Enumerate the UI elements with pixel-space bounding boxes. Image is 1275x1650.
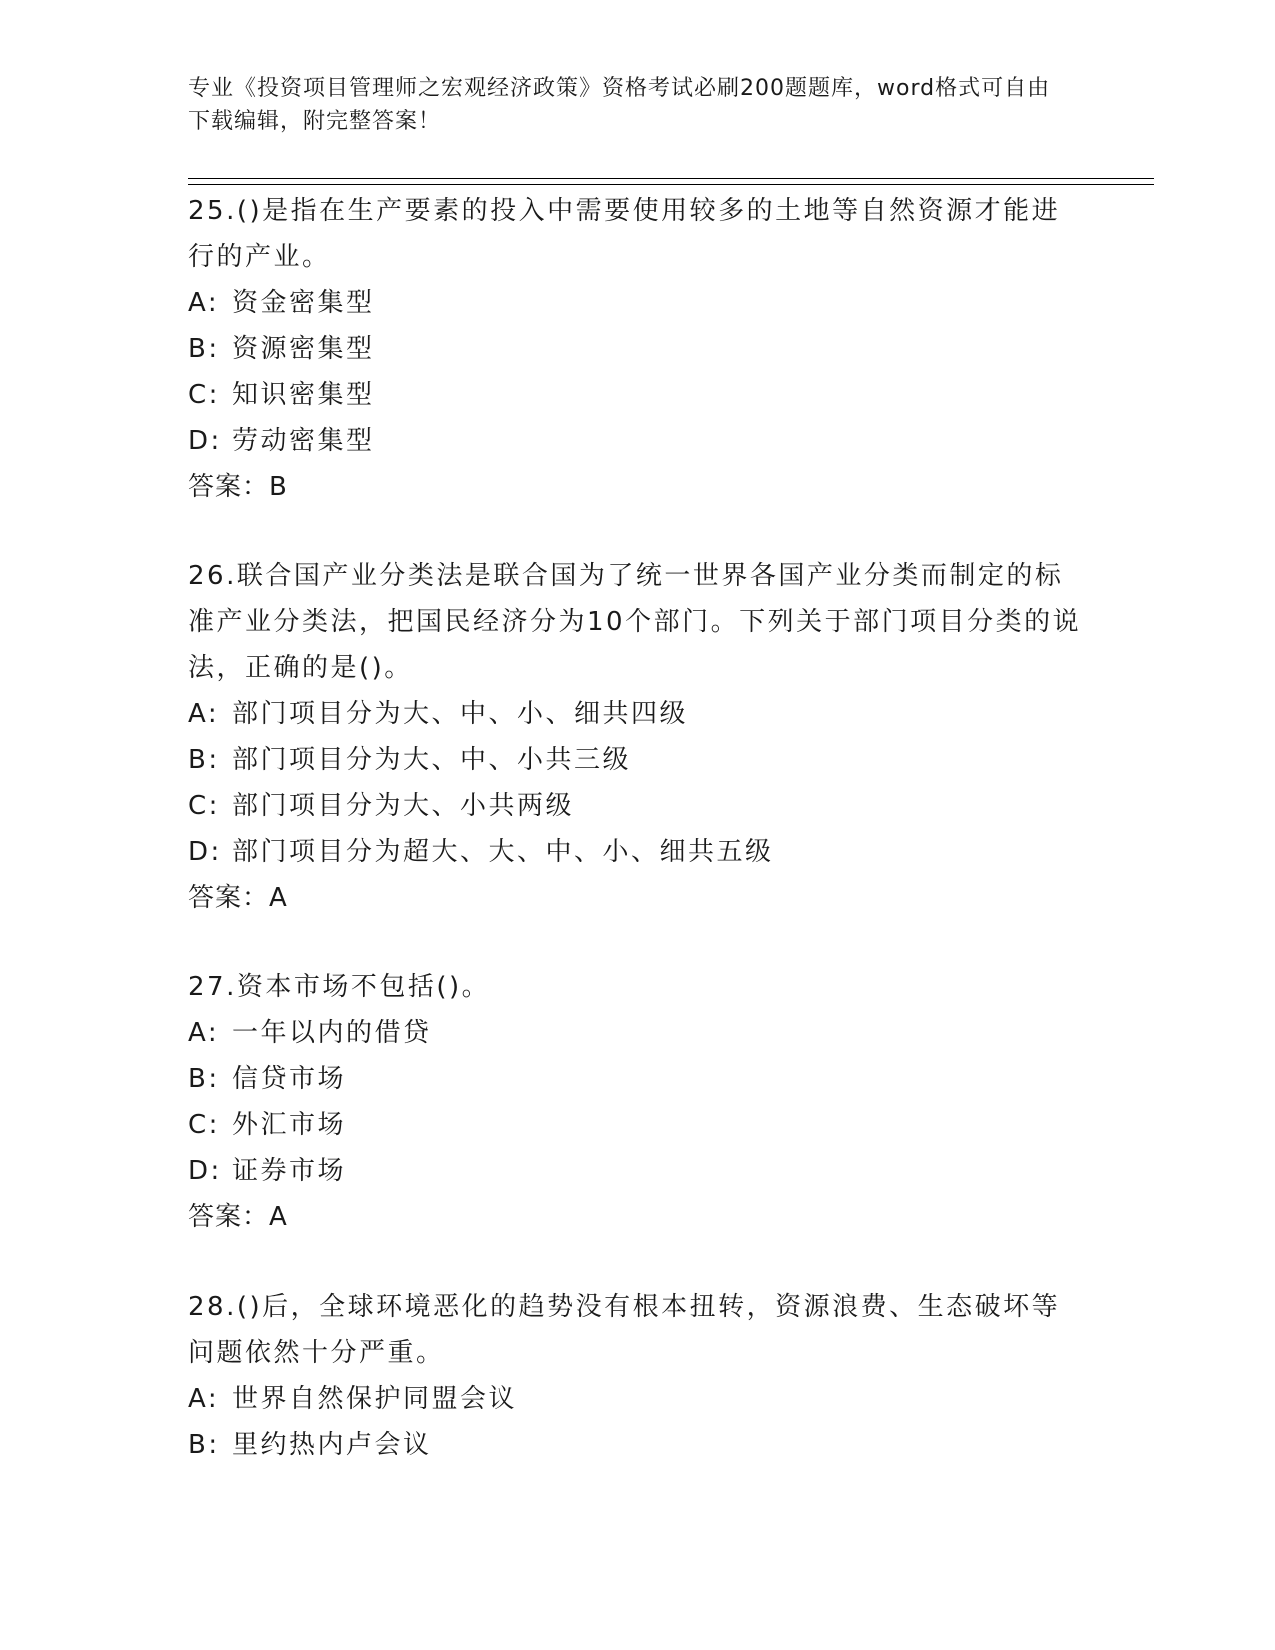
option-a bbox=[188, 280, 1088, 326]
option-text: 里约热内卢会议 bbox=[232, 1430, 432, 1460]
question-27 bbox=[188, 964, 1088, 1240]
question-stem: 25.()是指在生产要素的投入中需要使用较多的土地等自然资源才能进行的产业。 bbox=[188, 196, 1061, 272]
option-letter: D: bbox=[188, 426, 222, 456]
option-text: 世界自然保护同盟会议 bbox=[232, 1384, 518, 1414]
option-c bbox=[188, 372, 1088, 418]
option-d bbox=[188, 829, 1088, 875]
answer-line: 答案：A bbox=[188, 1202, 288, 1232]
option-text: 部门项目分为大、中、小、细共四级 bbox=[232, 699, 689, 729]
answer-line: 答案：B bbox=[188, 472, 288, 502]
option-text: 部门项目分为大、小共两级 bbox=[232, 791, 575, 821]
option-b bbox=[188, 1056, 1088, 1102]
option-text: 一年以内的借贷 bbox=[232, 1018, 432, 1048]
option-letter: C: bbox=[188, 1110, 220, 1140]
option-a bbox=[188, 691, 1088, 737]
option-text: 信贷市场 bbox=[232, 1064, 347, 1094]
option-b bbox=[188, 1422, 1088, 1468]
option-c bbox=[188, 783, 1088, 829]
question-25 bbox=[188, 188, 1088, 510]
option-letter: A: bbox=[188, 1384, 220, 1414]
header-divider-bottom bbox=[188, 184, 1154, 185]
option-letter: B: bbox=[188, 1064, 220, 1094]
option-text: 知识密集型 bbox=[232, 380, 375, 410]
question-stem: 26.联合国产业分类法是联合国为了统一世界各国产业分类而制定的标准产业分类法，把国民经济分为10个部门。下列关于部门项目分类的说法，正确的是()。 bbox=[188, 561, 1082, 683]
option-text: 部门项目分为大、中、小共三级 bbox=[232, 745, 632, 775]
option-text: 资金密集型 bbox=[232, 288, 375, 318]
question-28 bbox=[188, 1284, 1088, 1468]
question-stem: 27.资本市场不包括()。 bbox=[188, 972, 491, 1002]
option-c bbox=[188, 1102, 1088, 1148]
option-a bbox=[188, 1010, 1088, 1056]
option-letter: B: bbox=[188, 745, 220, 775]
option-d bbox=[188, 418, 1088, 464]
option-letter: C: bbox=[188, 380, 220, 410]
option-d bbox=[188, 1148, 1088, 1194]
option-text: 外汇市场 bbox=[232, 1110, 347, 1140]
option-letter: A: bbox=[188, 699, 220, 729]
document-header-note: 专业《投资项目管理师之宏观经济政策》资格考试必刷200题题库，word格式可自由下载编辑，附完整答案！ bbox=[188, 76, 1051, 134]
option-letter: A: bbox=[188, 288, 220, 318]
option-text: 资源密集型 bbox=[232, 334, 375, 364]
option-letter: C: bbox=[188, 791, 220, 821]
question-stem: 28.()后，全球环境恶化的趋势没有根本扭转，资源浪费、生态破坏等问题依然十分严重。 bbox=[188, 1292, 1061, 1368]
option-letter: A: bbox=[188, 1018, 220, 1048]
option-letter: D: bbox=[188, 837, 222, 867]
answer-line: 答案：A bbox=[188, 883, 288, 913]
option-text: 劳动密集型 bbox=[232, 426, 375, 456]
option-text: 证券市场 bbox=[232, 1156, 347, 1186]
option-letter: B: bbox=[188, 334, 220, 364]
option-a bbox=[188, 1376, 1088, 1422]
header-divider-top bbox=[188, 178, 1154, 179]
option-b bbox=[188, 326, 1088, 372]
option-b bbox=[188, 737, 1088, 783]
question-26 bbox=[188, 553, 1088, 921]
option-text: 部门项目分为超大、大、中、小、细共五级 bbox=[232, 837, 774, 867]
option-letter: D: bbox=[188, 1156, 222, 1186]
option-letter: B: bbox=[188, 1430, 220, 1460]
